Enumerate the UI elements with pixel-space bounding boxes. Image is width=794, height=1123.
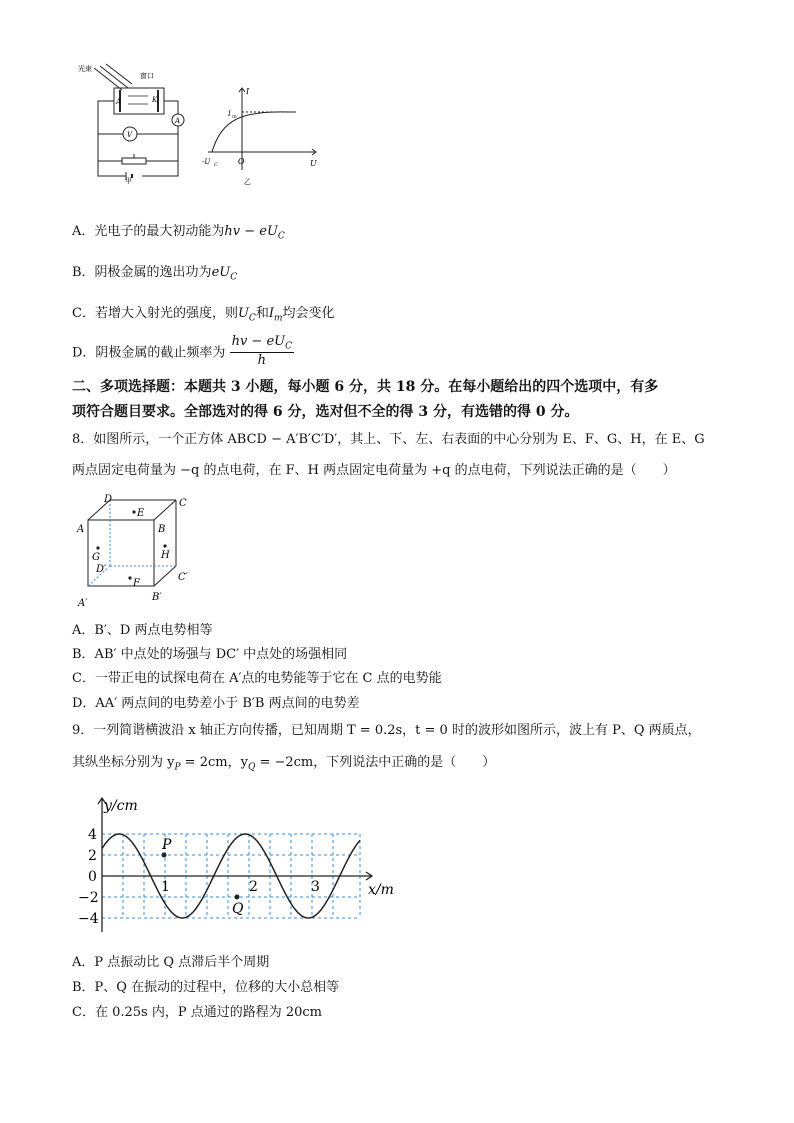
electrode-a-label: A (116, 98, 122, 106)
q9-stem-line1: 9．一列简谐横波沿 x 轴正方向传播，已知周期 T = 0.2s，t = 0 时的波形如图所示，波上有 P、Q 两质点， (72, 723, 701, 738)
cube-diagram (74, 492, 196, 612)
q9-option-b: B．P、Q 在振动的过程中，位移的大小总相等 (72, 980, 340, 995)
q9-option-a: A．P 点振动比 Q 点滞后半个周期 (72, 955, 270, 970)
point-q-marker (235, 895, 240, 900)
x-tick-1: 1 (161, 879, 170, 895)
x-tick-3: 3 (311, 879, 320, 895)
point-p-label: P (162, 837, 172, 853)
y-tick-neg2: −2 (78, 890, 99, 906)
y-tick-0: 0 (88, 869, 97, 885)
cube-label-a: A (77, 524, 85, 535)
y-axis-label: y/cm (104, 798, 138, 814)
x-tick-2: 2 (249, 879, 258, 895)
q8-option-a: A．B′、D 两点电势相等 (72, 623, 213, 638)
voltmeter-label: V (127, 131, 133, 139)
photoelectric-circuit-diagram (76, 62, 186, 184)
q9-stem-line2: 其纵坐标分别为 $y_P = 2cm$，$y_Q = -2cm$，下列说法中正确的是（ ） (72, 755, 496, 773)
i-axis-label: I (246, 87, 250, 96)
cube-label-b1: B′ (152, 592, 162, 603)
point-q-label: Q (232, 901, 244, 917)
cutoff-frequency-fraction: $\frac{hv - eU_C}{h}$ (231, 334, 292, 368)
iv-curve-graph (198, 80, 322, 192)
y-tick-2: 2 (88, 848, 97, 864)
y-tick-4: 4 (88, 827, 97, 843)
electrode-k-label: K (152, 96, 158, 104)
wave-graph (78, 792, 402, 942)
cube-label-c1: C′ (178, 572, 188, 583)
q7-option-d: D．阴极金属的截止频率为 $\frac{hv - eU_C}{h}$ (72, 334, 292, 368)
cube-label-c: C (179, 498, 187, 509)
cube-label-f: F (133, 578, 140, 589)
origin-label: O (238, 157, 245, 166)
cube-label-e: E (137, 508, 145, 519)
x-axis-label: x/m (368, 882, 394, 898)
q8-option-c: C．一带正电的试探电荷在 A′点的电势能等于它在 C 点的电势能 (72, 671, 442, 686)
q7-option-b: B．阴极金属的逸出功为$eU_C$ (72, 265, 238, 283)
q8-option-b: B．AB′ 中点处的场强与 DC′ 中点处的场强相同 (72, 647, 348, 662)
q7-option-c: C．若增大入射光的强度，则$U_C$和$I_m$均会变化 (72, 306, 335, 324)
cube-label-g: G (92, 552, 100, 563)
window-label: 窗口 (140, 72, 154, 80)
im-sub: m (232, 114, 237, 120)
ammeter-label: A (175, 117, 181, 125)
q7-option-a: A．光电子的最大初动能为hv − $eU_C$ (72, 224, 285, 242)
y-tick-neg4: −4 (78, 911, 99, 927)
u-axis-label: U (310, 159, 317, 168)
q8-stem-line2: 两点固定电荷量为 −q 的点电荷，在 F、H 两点固定电荷量为 +q 的点电荷，下列说法正确的是（ ） (72, 463, 676, 478)
q8-option-d: D．AA′ 两点间的电势差小于 B′B 两点间的电势差 (72, 696, 360, 711)
cube-label-d: D (104, 494, 113, 505)
stop-voltage-label: -U (202, 158, 211, 166)
cube-label-h: H (161, 550, 170, 561)
point-p-marker (162, 853, 167, 858)
cube-label-a1: A′ (78, 598, 88, 609)
light-label: 光束 (78, 65, 92, 73)
section2-heading-line2: 项符合题目要求。全部选对的得 6 分，选对但不全的得 3 分，有选错的得 0 分。 (72, 404, 579, 420)
cube-label-b: B (158, 524, 166, 535)
section2-heading-line1: 二、多项选择题：本题共 3 小题，每小题 6 分，共 18 分。在每小题给出的四个选项中，有多 (72, 379, 659, 395)
caption-jia: 甲 (125, 177, 132, 185)
cube-label-d1: D′ (96, 564, 107, 575)
caption-yi: 乙 (244, 178, 251, 186)
im-label: I (228, 110, 231, 118)
q9-option-c: C．在 0.25s 内，P 点通过的路程为 20cm (72, 1005, 322, 1020)
stop-voltage-sub: C (214, 162, 218, 168)
q8-stem-line1: 8．如图所示，一个正方体 ABCD − A′B′C′D′，其上、下、左、右表面的中心分别为 E、F、G、H，在 E、G (72, 432, 705, 447)
